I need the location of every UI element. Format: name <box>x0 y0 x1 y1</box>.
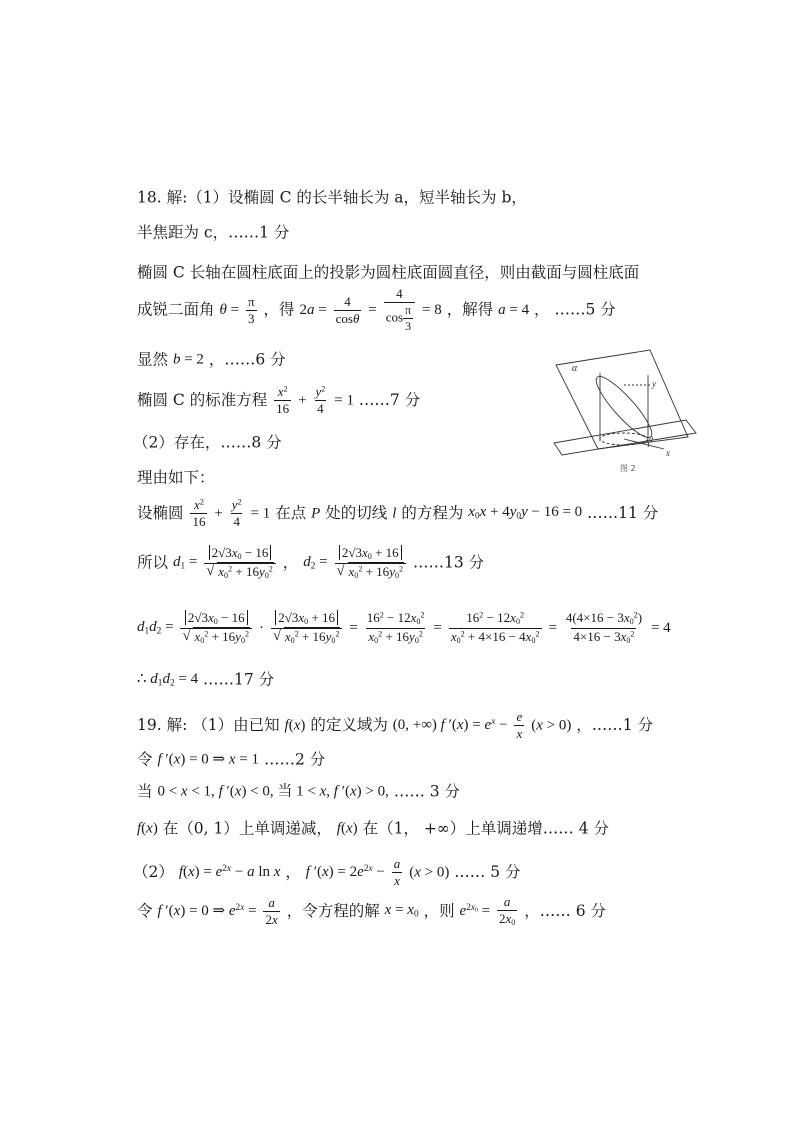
angle-label: θ <box>649 435 653 444</box>
x-axis-label: x <box>666 448 670 458</box>
y2-over-4: $\frac{y^2}{4}$ <box>315 384 326 417</box>
p19-line-5: （2） $f(x) = e^{2x} - a$ ln x ， f $'(x) = 2e^{2x}$ − $\frac{a}{x}$ (x > 0) …… 5 分 <box>133 856 521 889</box>
p18-line-5: 显然 b = 2 ，……6 分 <box>137 350 286 369</box>
p18-line-8: 理由如下： <box>137 468 215 487</box>
four-over-cos-theta: $\frac{4}{\cos\theta}$ <box>335 293 360 326</box>
figure-2-cylinder-plane <box>548 345 708 475</box>
p18-line-7: （2）存在，……8 分 <box>133 433 282 452</box>
p19-line-1: 19. 解: （1）由已知 f(x) 的定义域为 (0, +∞) f $'(x) = e^x$ − $\frac{e}{x}$ (x > 0) ，……1 分 <box>137 709 654 742</box>
p19-line-4: f(x) 在（0, 1）上单调递减， f(x) 在（1， +∞）上单调递增…… 4 分 <box>137 819 609 838</box>
p18-line-9: 设椭圆 $\frac{x^2}{16}$ + $\frac{y^2}{4}$ = 1 在点 P 处的切线 l 的方程为 $x_0x + 4y_0y - 16 = 0$ ……11 分 <box>137 497 659 530</box>
p18-line-6: 椭圆 C 的标准方程 $\frac{x^2}{16}$ + $\frac{y^2}{4}$ = 1 ……7 分 <box>137 384 421 417</box>
figure-caption: 图 2 <box>620 464 636 473</box>
pi-over-3-fraction: $\frac{\pi}{3}$ <box>247 293 255 326</box>
p18-line-2: 半焦距为 c，……1 分 <box>137 223 290 242</box>
p18-line-10: 所以 $d_1$ = $2√3x_0 - 16$ √ $x_0^2 + 16y_0^2$ ， $d_2$ = $2√3x_0 + 16$ √ $x_0^2 + 16y_0^2$ ……13 分 <box>137 546 484 581</box>
p18-line-3: 椭圆 C 长轴在圆柱底面上的投影为圆柱底面圆直径，则由截面与圆柱底面 <box>137 263 640 282</box>
x2-over-16: $\frac{x^2}{16}$ <box>276 384 290 417</box>
p18-line-12: ∴ $d_1d_2 = 4$ ……17 分 <box>137 670 275 689</box>
y-axis-label: y <box>652 379 656 389</box>
p18-line-1: 18. 解:（1）设椭圆 C 的长半轴长为 a，短半轴长为 b， <box>137 188 527 207</box>
p18-line-4: 成锐二面角 θ = $\frac{\pi}{3}$ ，得 2a = $\frac{4}{\cos\theta}$ = 4 cos $\frac{\pi}{3}$ = 8 ，解得 a = 4 ， ……5 分 <box>137 286 616 334</box>
p18-line-11: $d_1d_2$ = $2√3x_0 - 16$ √ $x_0^2 + 16y_0^2$ · $2√3x_0 + 16$ √ $x_0^2 + 16y_0^2$ = $\frac{16^2 - 12x_0^2}{x_0^2 + 16y_0^2}$ = $\frac{16^2 - 12x_0^2}{x_0^2 + 4\times 16 - 4x_0^2}$ = $\frac{4(4\times 16 - 3x_0^2)}{4\times 16 - 3x_0^2}$ = 4 <box>137 611 671 646</box>
p19-line-6: 令 f ′(x) = 0 ⇒ $e^{2x}$ = $\frac{a}{2x}$ ，令方程的解 $x = x_0$ ，则 $e^{2x_0}$ = $\frac{a}{2x_0}$ ，…… 6 分 <box>137 894 606 928</box>
tangent-line-equation: $x_0x + 4y_0y - 16 = 0$ <box>468 504 583 522</box>
d1-fraction: $2√3x_0 - 16$ √ $x_0^2 + 16y_0^2$ <box>204 546 276 581</box>
p19-line-2: 令 f ′(x) = 0 ⇒ x = 1 ……2 分 <box>137 750 326 769</box>
theta-equation: θ = <box>219 301 240 318</box>
four-over-cos-pi-3: 4 cos $\frac{\pi}{3}$ <box>384 287 415 334</box>
p19-line-3: 当 0 < x < 1, f ′(x) < 0, 当 1 < x, f ′(x) > 0, …… 3 分 <box>137 782 461 801</box>
base-plane <box>554 420 696 455</box>
d2-fraction: $2√3x_0 + 16$ √ $x_0^2 + 16y_0^2$ <box>335 546 407 581</box>
plane-label: α <box>572 363 578 374</box>
